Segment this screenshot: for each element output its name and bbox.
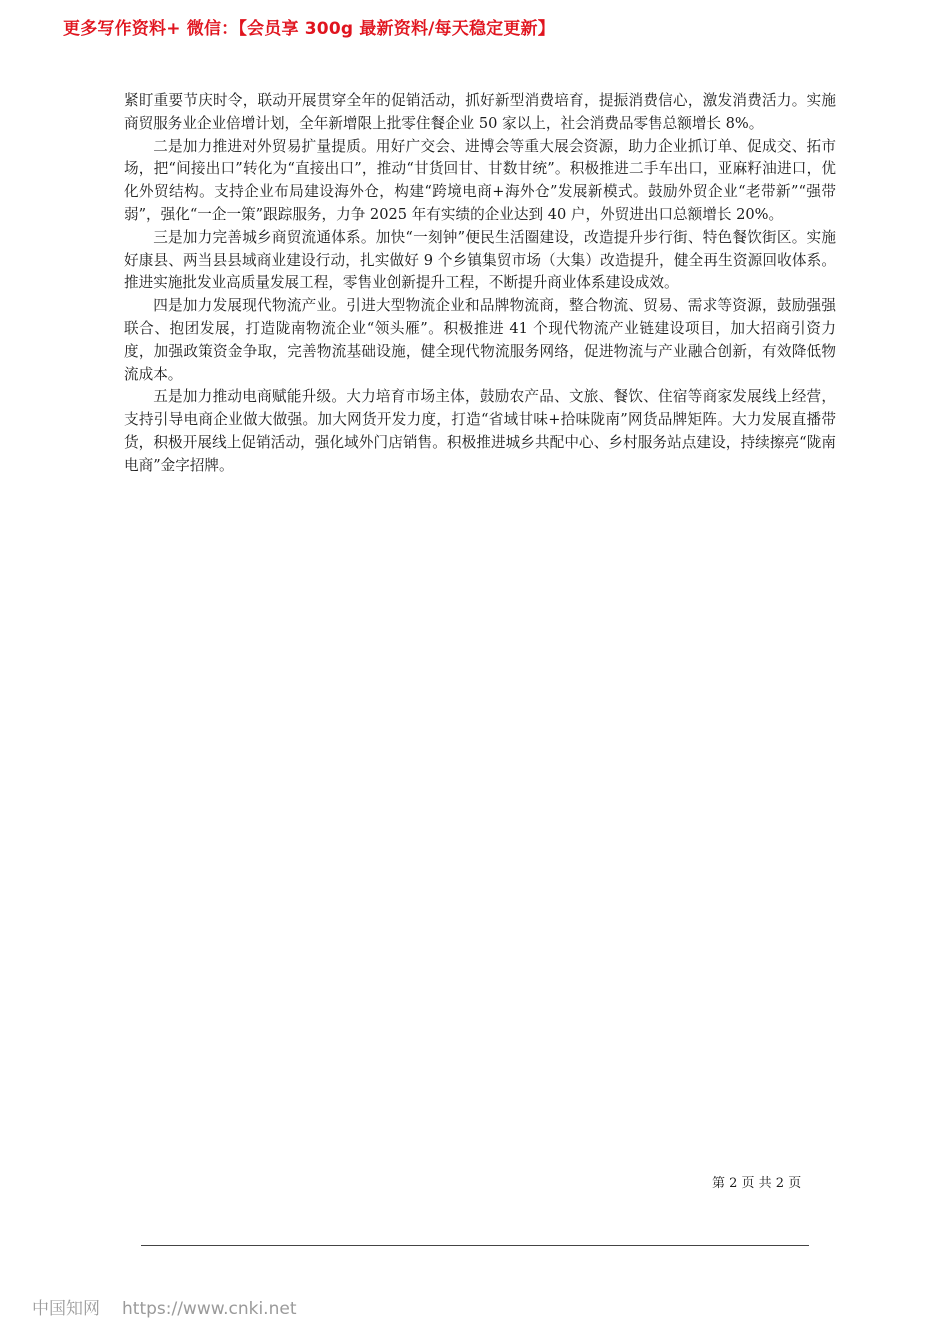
paragraph-continuation: 紧盯重要节庆时令，联动开展贯穿全年的促销活动，抓好新型消费培育，提振消费信心，激发消费活力。实施商贸服务业企业倍增计划，全年新增限上批零住餐企业 50 家以上，社会消费品零售总额增长 8%。 [124, 92, 836, 132]
paragraph-ecommerce: 五是加力推动电商赋能升级。大力培育市场主体，鼓励农产品、文旅、餐饮、住宿等商家发展线上经营，支持引导电商企业做大做强。加大网货开发力度，打造“省域甘味+拾味陇南”网货品牌矩阵。大力发展直播带货，积极开展线上促销活动，强化域外门店销售。积极推进城乡共配中心、乡村服务站点建设，持续擦亮“陇南电商”金字招牌。 [124, 388, 836, 474]
paragraph-foreign-trade: 二是加力推进对外贸易扩量提质。用好广交会、进博会等重大展会资源，助力企业抓订单、促成交、拓市场，把“间接出口”转化为“直接出口”，推动“甘货回甘、甘数甘统”。积极推进二手车出口，亚麻籽油进口，优化外贸结构。支持企业布局建设海外仓，构建“跨境电商+海外仓”发展新模式。鼓励外贸企业“老带新”“强带弱”，强化“一企一策”跟踪服务，力争 2025 年有实绩的企业达到 40 户，外贸进出口总额增长 20%。 [124, 137, 836, 223]
watermark [32, 1294, 296, 1319]
promo-banner: 更多写作资料+ 微信：【会员享 300g 最新资料/每天稳定更新】 [63, 19, 555, 39]
page-number: 第 2 页 共 2 页 [712, 1176, 802, 1191]
watermark-brand: 中国知网 [32, 1299, 100, 1319]
document-body [124, 90, 836, 478]
footer-divider [141, 1245, 809, 1246]
paragraph-modern-logistics: 四是加力发展现代物流产业。引进大型物流企业和品牌物流商，整合物流、贸易、需求等资源，鼓励强强联合、抱团发展，打造陇南物流企业“领头雁”。积极推进 41 个现代物流产业链建设项目，加大招商引资力度，加强政策资金争取，完善物流基础设施，健全现代物流服务网络，促进物流与产业融合创新，有效降低物流成本。 [124, 297, 836, 383]
watermark-url: https://www.cnki.net [122, 1299, 297, 1319]
paragraph-circulation-system: 三是加力完善城乡商贸流通体系。加快“一刻钟”便民生活圈建设，改造提升步行街、特色餐饮街区。实施好康县、两当县县域商业建设行动，扎实做好 9 个乡镇集贸市场（大集）改造提升，健全再生资源回收体系。推进实施批发业高质量发展工程，零售业创新提升工程，不断提升商业体系建设成效。 [124, 228, 836, 292]
